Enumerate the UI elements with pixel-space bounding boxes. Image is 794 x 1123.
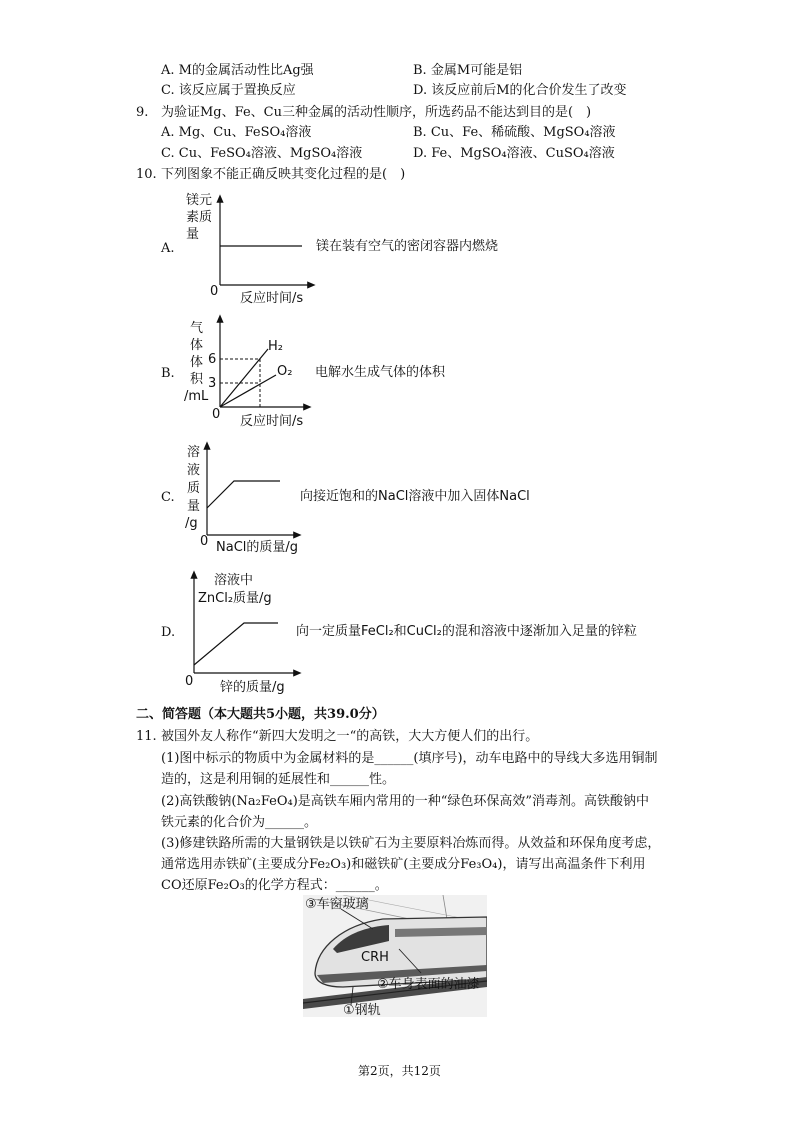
graph-a-ylabel-1: 镁元: [186, 193, 213, 208]
q9-option-c: C. Cu、FeSO₄溶液、MgSO₄溶液: [161, 146, 363, 161]
graph-a-letter: A.: [161, 241, 175, 256]
graph-b-xlabel: 反应时间/s: [240, 414, 304, 429]
graph-b-caption: 电解水生成气体的体积: [315, 365, 446, 380]
graph-a-ylabel-2: 素质: [186, 210, 213, 225]
graph-a: [180, 188, 330, 308]
label-window-glass: ③车窗玻璃: [305, 897, 369, 912]
q9-stem: 为验证Mg、Fe、Cu三种金属的活动性顺序，所选药品不能达到目的是( ): [161, 105, 592, 120]
graph-b-h2-line: [220, 349, 268, 407]
q9-option-b: B. Cu、Fe、稀硫酸、MgSO₄溶液: [413, 125, 616, 140]
q11-part2: (2)高铁酸钠(Na₂FeO₄)是高铁车厢内常用的一种“绿色环保高效”消毒剂。高铁酸钠中铁元素的化合价为______。: [161, 794, 650, 830]
q8-option-a: A. M的金属活动性比Ag强: [161, 63, 314, 78]
graph-b-ylabel-4: 积: [190, 372, 204, 387]
train-figure: [303, 895, 487, 1017]
graph-a-origin: 0: [210, 284, 219, 299]
graph-b-ylabel-3: 体: [190, 355, 204, 370]
graph-d: [180, 570, 305, 695]
graph-b-ytick-3: 3: [208, 376, 217, 391]
graph-a-caption: 镁在装有空气的密闭容器内燃烧: [316, 239, 499, 254]
graph-c-xlabel: NaCl的质量/g: [216, 540, 299, 555]
train-mark: CRH: [361, 950, 389, 965]
q10-stem: 下列图象不能正确反映其变化过程的是( ): [161, 167, 406, 182]
graph-b: [180, 312, 315, 430]
graph-d-ylabel-1: 溶液中: [214, 573, 254, 588]
graph-c-caption: 向接近饱和的NaCl溶液中加入固体NaCl: [300, 489, 530, 504]
graph-b-o2-label: O₂: [277, 364, 293, 379]
q11-intro: 被国外友人称作“新四大发明之一“的高铁，大大方便人们的出行。: [161, 729, 539, 744]
graph-b-ylabel-5: /mL: [184, 389, 209, 404]
graph-c-ylabel-5: /g: [185, 516, 198, 531]
label-body-paint: ②车身表面的油漆: [377, 977, 480, 992]
q8-option-b: B. 金属M可能是铝: [413, 63, 523, 78]
graph-b-ylabel-2: 体: [190, 338, 204, 353]
q9-option-d: D. Fe、MgSO₄溶液、CuSO₄溶液: [413, 146, 615, 161]
graph-a-xlabel: 反应时间/s: [240, 291, 304, 306]
graph-d-letter: D.: [161, 625, 176, 640]
graph-b-letter: B.: [161, 366, 175, 381]
q10-number: 10.: [136, 167, 157, 182]
graph-d-origin: 0: [185, 674, 194, 689]
q11-part1: (1)图中标示的物质中为金属材料的是______(填序号)，动车电路中的导线大多选用铜制造的，这是利用铜的延展性和______性。: [161, 751, 658, 787]
label-steel-rail: ①钢轨: [343, 1003, 381, 1017]
graph-b-ylabel-1: 气: [190, 321, 204, 336]
q11-part3: (3)修建铁路所需的大量钢铁是以铁矿石为主要原料冶炼而得。从效益和环保角度考虑，通常选用赤铁矿(主要成分Fe₂O₃)和磁铁矿(主要成分Fe₃O₄)，请写出高温条件下利用CO还原Fe₂O₃的化学方程式：______。: [161, 836, 661, 893]
q8-option-d: D. 该反应前后M的化合价发生了改变: [413, 83, 627, 98]
graph-d-line: [194, 623, 278, 665]
graph-b-o2-line: [220, 375, 276, 407]
q11-number: 11.: [136, 729, 157, 744]
q8-option-c: C. 该反应属于置换反应: [161, 83, 296, 98]
graph-c-ylabel-4: 量: [187, 499, 201, 514]
graph-c-ylabel-1: 溶: [187, 445, 201, 460]
graph-a-ylabel-3: 量: [186, 227, 200, 242]
section-2-heading: 二、简答题（本大题共5小题，共39.0分）: [136, 707, 385, 722]
graph-d-xlabel: 锌的质量/g: [220, 680, 285, 695]
graph-c-origin: 0: [200, 534, 209, 549]
graph-c-letter: C.: [161, 490, 175, 505]
graph-b-ytick-6: 6: [208, 352, 217, 367]
graph-b-h2-label: H₂: [268, 339, 283, 354]
graph-b-origin: 0: [212, 407, 221, 422]
page-footer: 第2页，共12页: [358, 1064, 441, 1078]
graph-c-ylabel-2: 液: [187, 463, 201, 478]
q9-number: 9.: [136, 105, 149, 120]
graph-c: [180, 441, 305, 557]
graph-c-line: [207, 481, 280, 508]
graph-d-caption: 向一定质量FeCl₂和CuCl₂的混和溶液中逐渐加入足量的锌粒: [296, 624, 637, 639]
graph-d-ylabel-2: ZnCl₂质量/g: [198, 591, 272, 606]
q9-option-a: A. Mg、Cu、FeSO₄溶液: [161, 125, 312, 140]
graph-c-ylabel-3: 质: [187, 481, 201, 496]
